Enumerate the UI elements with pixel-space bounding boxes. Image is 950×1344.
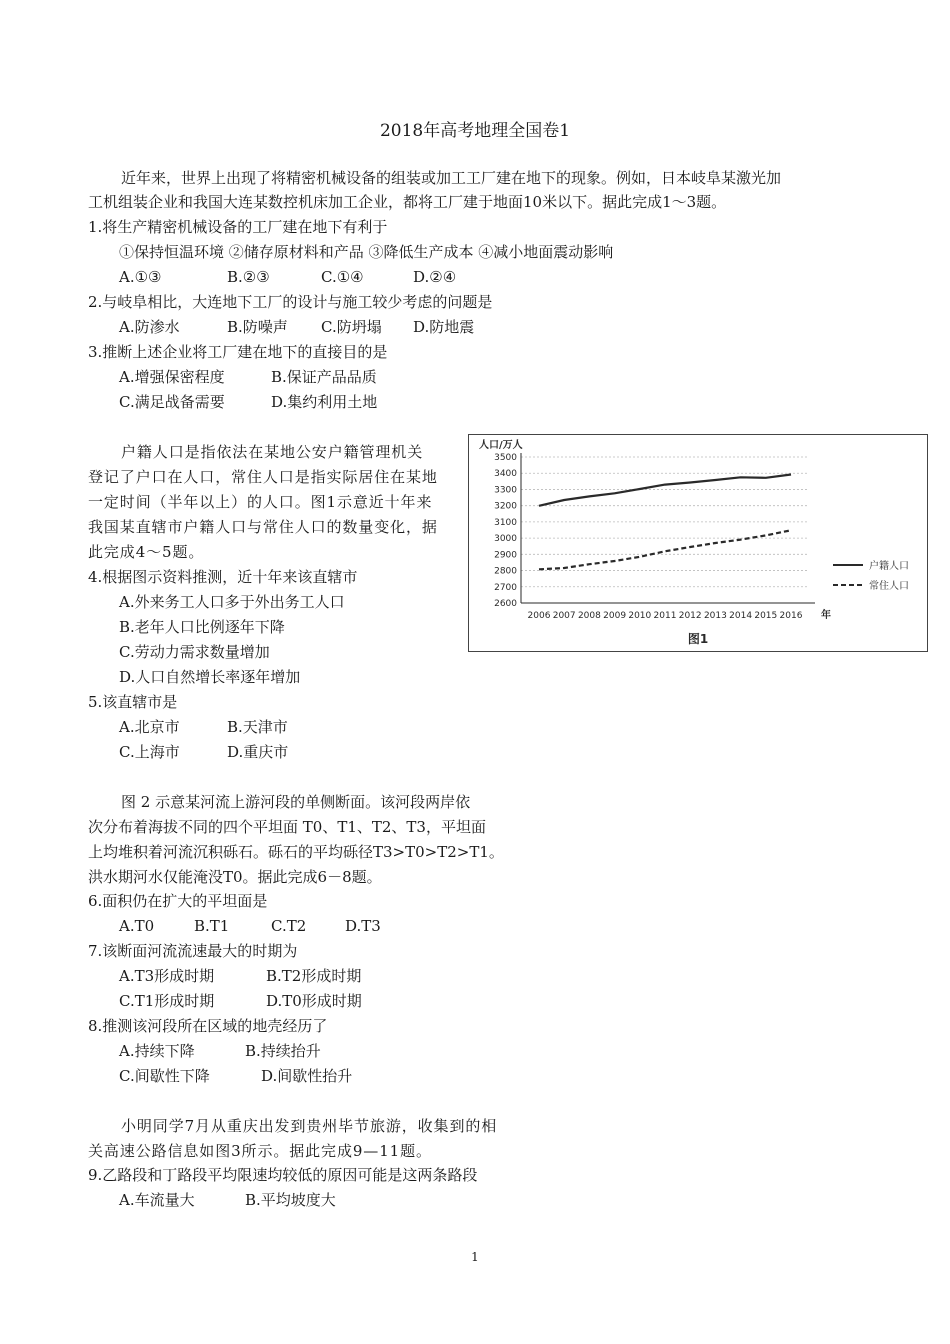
q8-option-c: C.间歇性下降	[119, 1067, 210, 1085]
y-tick-label: 3400	[494, 469, 517, 480]
y-tick-label: 3200	[494, 501, 517, 512]
q9-option-b: B.平均坡度大	[245, 1191, 336, 1209]
x-tick-label: 2009	[603, 611, 627, 621]
q6-option-a: A.T0	[119, 917, 155, 935]
q4-option-a: A.外来务工人口多于外出务工人口	[119, 593, 345, 611]
q2-option-d: D.防地震	[413, 318, 475, 336]
section3-intro-line1: 图 2 示意某河流上游河段的单侧断面。该河段两岸依	[121, 793, 471, 811]
section2-intro-line1: 户籍人口是指依法在某地公安户籍管理机关	[121, 443, 424, 461]
q1-option-b: B.②③	[227, 268, 270, 286]
section3-intro-line3: 上均堆积着河流沉积砾石。砾石的平均砾径T3>T0>T2>T1。	[88, 843, 504, 861]
section1-intro-line2: 工机组装企业和我国大连某数控机床加工企业，都将工厂建于地面10米以下。据此完成1～3题。	[88, 193, 727, 211]
q8-option-d: D.间歇性抬升	[261, 1067, 353, 1085]
q6-option-b: B.T1	[194, 917, 230, 935]
section2-intro-line2: 登记了户口在人口，常住人口是指实际居住在某地	[88, 468, 438, 486]
q9-stem: 9.乙路段和丁路段平均限速均较低的原因可能是这两条路段	[88, 1166, 478, 1184]
y-tick-label: 2700	[494, 582, 517, 593]
q5-option-c: C.上海市	[119, 743, 180, 761]
y-axis-label: 人口/万人	[479, 440, 523, 451]
x-axis-label: 年	[821, 610, 831, 621]
y-tick-label: 3300	[494, 485, 517, 496]
q3-option-b: B.保证产品品质	[271, 368, 377, 386]
q4-stem: 4.根据图示资料推测，近十年来该直辖市	[88, 568, 358, 586]
series-line-2	[539, 530, 791, 569]
q9-option-a: A.车流量大	[119, 1191, 195, 1209]
q5-option-d: D.重庆市	[227, 743, 289, 761]
q3-stem: 3.推断上述企业将工厂建在地下的直接目的是	[88, 343, 388, 361]
q1-stem: 1.将生产精密机械设备的工厂建在地下有利于	[88, 218, 388, 236]
section2-intro-line5: 此完成4～5题。	[88, 543, 205, 561]
x-tick-label: 2010	[628, 611, 652, 621]
x-tick-label: 2013	[703, 611, 727, 621]
q2-option-a: A.防渗水	[119, 318, 180, 336]
x-tick-label: 2008	[577, 611, 601, 621]
q4-option-b: B.老年人口比例逐年下降	[119, 618, 285, 636]
section2-intro-line3: 一定时间（半年以上）的人口。图1示意近十年来	[88, 493, 433, 511]
y-tick-label: 3500	[494, 453, 517, 463]
q5-option-b: B.天津市	[227, 718, 288, 736]
legend-label-2: 常住人口	[869, 581, 909, 592]
section3-intro-line4: 洪水期河水仅能淹没T0。据此完成6－8题。	[88, 868, 382, 886]
q8-stem: 8.推测该河段所在区域的地壳经历了	[88, 1017, 328, 1035]
x-tick-label: 2007	[552, 611, 576, 621]
line-chart	[469, 435, 927, 651]
x-tick-label: 2015	[754, 611, 778, 621]
page-title: 2018年高考地理全国卷1	[379, 121, 571, 141]
figure-1-chart	[468, 434, 928, 652]
q6-option-c: C.T2	[271, 917, 307, 935]
section3-intro-line2: 次分布着海拔不同的四个平坦面 T0、T1、T2、T3，平坦面	[88, 818, 486, 836]
y-tick-label: 2600	[494, 599, 517, 609]
q1-statements: ①保持恒温环境 ②储存原材料和产品 ③降低生产成本 ④减小地面震动影响	[119, 243, 614, 261]
page-number: 1	[471, 1250, 479, 1264]
q3-option-d: D.集约利用土地	[271, 393, 378, 411]
q4-option-c: C.劳动力需求数量增加	[119, 643, 270, 661]
legend-label-1: 户籍人口	[869, 561, 909, 572]
y-tick-label: 3100	[494, 517, 517, 528]
q2-option-c: C.防坍塌	[321, 318, 382, 336]
q5-option-a: A.北京市	[119, 718, 180, 736]
y-tick-label: 3000	[494, 534, 517, 545]
y-tick-label: 2800	[494, 566, 517, 577]
section1-intro-line1: 近年来，世界上出现了将精密机械设备的组装或加工工厂建在地下的现象。例如，日本岐阜某激光加	[121, 169, 782, 187]
q8-option-a: A.持续下降	[119, 1042, 195, 1060]
x-tick-label: 2011	[653, 611, 677, 621]
q1-option-d: D.②④	[413, 268, 457, 286]
q2-option-b: B.防噪声	[227, 318, 288, 336]
q6-stem: 6.面积仍在扩大的平坦面是	[88, 892, 268, 910]
section2-intro-line4: 我国某直辖市户籍人口与常住人口的数量变化，据	[88, 518, 438, 536]
q2-stem: 2.与岐阜相比，大连地下工厂的设计与施工较少考虑的问题是	[88, 293, 493, 311]
series-line-1	[539, 475, 791, 506]
q7-option-a: A.T3形成时期	[119, 967, 215, 985]
q8-option-b: B.持续抬升	[245, 1042, 321, 1060]
q7-stem: 7.该断面河流流速最大的时期为	[88, 942, 298, 960]
q3-option-a: A.增强保密程度	[119, 368, 225, 386]
q3-option-c: C.满足战备需要	[119, 393, 225, 411]
q5-stem: 5.该直辖市是	[88, 693, 178, 711]
x-tick-label: 2006	[527, 611, 551, 621]
q7-option-b: B.T2形成时期	[266, 967, 362, 985]
y-tick-label: 2900	[494, 550, 517, 561]
q6-option-d: D.T3	[345, 917, 381, 935]
section4-intro-line1: 小明同学7月从重庆出发到贵州毕节旅游，收集到的相	[121, 1117, 498, 1135]
section4-intro-line2: 关高速公路信息如图3所示。据此完成9—11题。	[88, 1142, 432, 1160]
q1-option-a: A.①③	[119, 268, 162, 286]
q7-option-d: D.T0形成时期	[266, 992, 362, 1010]
x-tick-label: 2014	[729, 611, 753, 621]
q7-option-c: C.T1形成时期	[119, 992, 215, 1010]
figure-caption: 图1	[687, 632, 709, 646]
q1-option-c: C.①④	[321, 268, 364, 286]
x-tick-label: 2012	[678, 611, 702, 621]
x-tick-label: 2016	[779, 611, 803, 621]
q4-option-d: D.人口自然增长率逐年增加	[119, 668, 301, 686]
